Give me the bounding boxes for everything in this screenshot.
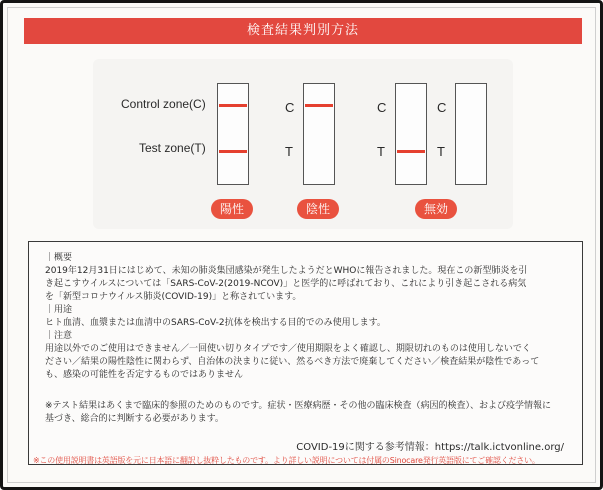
heading-usage: ｜用途 bbox=[45, 305, 73, 315]
info-box bbox=[28, 241, 583, 465]
caution-line: ださい／結果の陽性陰性に関わらず、自治体の決まりに従い、然るべき方法で廃棄してください／検査結果が陰性であって bbox=[45, 357, 540, 367]
control-band bbox=[219, 104, 247, 107]
test-band bbox=[219, 150, 247, 153]
heading-caution: ｜注意 bbox=[45, 331, 73, 341]
result-badge-positive: 陽性 bbox=[211, 199, 253, 219]
strip-negative bbox=[303, 83, 335, 185]
note-line: ※テスト結果はあくまで臨床的参照のためのものです。症状・医療病歴・その他の臨床検査（病因的検査）、および疫学情報に bbox=[45, 401, 551, 411]
test-band bbox=[397, 150, 425, 153]
overview-line: き起こすウイルスについては「SARS-CoV-2(2019-NCOV)」と医学的に呼ばれており、これにより引き起こされる病気 bbox=[45, 279, 527, 289]
caution-line: 用途以外でのご使用はできません／一回使い切りタイプです／使用期限をよく確認し、期限切れのものは使用しないでく bbox=[45, 344, 531, 354]
result-badge-invalid: 無効 bbox=[415, 199, 457, 219]
c-letter: C bbox=[437, 100, 447, 115]
c-letter: C bbox=[377, 100, 387, 115]
c-letter: C bbox=[285, 100, 295, 115]
caution-line: も、感染の可能性を否定するものではありません bbox=[45, 370, 244, 380]
strip-positive bbox=[217, 83, 249, 185]
t-letter: T bbox=[285, 144, 293, 159]
reference-link[interactable]: COVID-19に関する参考情報：https://talk.ictvonline.org/ bbox=[296, 442, 564, 453]
note-line: 基づき、総合的に判断する必要があります。 bbox=[45, 414, 224, 424]
strip-invalid-test-only bbox=[395, 83, 427, 185]
overview-line: 2019年12月31日にはじめて、未知の肺炎集団感染が発生したようだとWHOに報告されました。現在この新型肺炎を引 bbox=[45, 266, 528, 276]
strip-invalid-blank bbox=[455, 83, 487, 185]
t-letter: T bbox=[377, 144, 385, 159]
page-title: 検査結果判別方法 bbox=[24, 18, 582, 44]
footnote: ※この使用説明書は英語版を元に日本語に翻訳し抜粋したものです。より詳しい説明については付属のSinocare発行英語版にてご確認ください。 bbox=[33, 456, 540, 465]
usage-line: ヒト血清、血漿または血清中のSARS-CoV-2抗体を検出する目的でのみ使用します。 bbox=[45, 318, 386, 328]
overview-line: を「新型コロナウイルス肺炎(COVID-19)」と称されています。 bbox=[45, 292, 302, 302]
result-badge-negative: 陰性 bbox=[297, 199, 339, 219]
control-zone-label: Control zone(C) bbox=[121, 97, 206, 111]
result-diagram bbox=[93, 59, 513, 229]
t-letter: T bbox=[437, 144, 445, 159]
control-band bbox=[305, 104, 333, 107]
test-zone-label: Test zone(T) bbox=[139, 141, 206, 155]
heading-overview: ｜概要 bbox=[45, 253, 73, 263]
